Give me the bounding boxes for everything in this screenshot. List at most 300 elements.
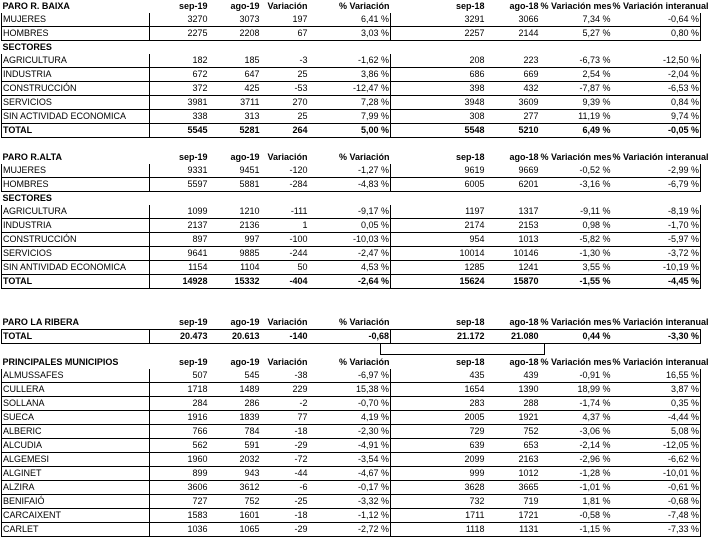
value-cell: 4,37 % <box>540 411 612 425</box>
value-cell: -5,97 % <box>612 233 701 247</box>
column-header: sep-19 <box>178 357 208 367</box>
value-cell: -18 <box>261 425 309 439</box>
table-row <box>2 54 701 68</box>
value-cell: -4,45 % <box>612 275 701 289</box>
value-cell: 5,00 % <box>309 124 391 138</box>
table-row <box>2 383 701 397</box>
row-label: ALGEMESI <box>2 453 150 467</box>
value-cell: 2163 <box>486 453 540 467</box>
value-cell: 1013 <box>486 233 540 247</box>
value-cell: -5,82 % <box>540 233 612 247</box>
table-row <box>2 164 701 178</box>
value-cell: -9,17 % <box>309 205 391 219</box>
table-row <box>2 178 701 192</box>
column-header: ago-19 <box>230 152 260 162</box>
row-label: SOLLANA <box>2 397 150 411</box>
value-cell: -100 <box>261 233 309 247</box>
value-cell: -2,72 % <box>309 523 391 537</box>
value-cell: 1210 <box>209 205 261 219</box>
value-cell: -0,61 % <box>612 481 701 495</box>
value-cell: 197 <box>261 13 309 27</box>
value-cell: -2,99 % <box>612 164 701 178</box>
value-cell: 1921 <box>486 411 540 425</box>
value-cell: 954 <box>391 233 486 247</box>
value-cell: 3948 <box>391 96 486 110</box>
total-row <box>2 124 701 138</box>
value-cell: 5210 <box>486 124 540 138</box>
value-cell: 11,19 % <box>540 110 612 124</box>
column-header: Variación <box>267 357 308 367</box>
value-cell: 16,55 % <box>612 369 701 383</box>
value-cell: 3981 <box>150 96 209 110</box>
total-row <box>2 330 701 344</box>
value-cell: 15870 <box>486 275 540 289</box>
value-cell: -38 <box>261 369 309 383</box>
value-cell: -3,32 % <box>309 495 391 509</box>
value-cell: 432 <box>486 82 540 96</box>
table-row <box>2 13 701 27</box>
value-cell: 507 <box>150 369 209 383</box>
row-label: HOMBRES <box>2 27 150 41</box>
value-cell: 5,27 % <box>540 27 612 41</box>
value-cell: 283 <box>391 397 486 411</box>
value-cell: -0,64 % <box>612 13 701 27</box>
value-cell: 3073 <box>209 13 261 27</box>
value-cell: -0,68 % <box>612 495 701 509</box>
value-cell: 435 <box>391 369 486 383</box>
value-cell: 20.473 <box>150 330 209 344</box>
value-cell: -111 <box>261 205 309 219</box>
value-cell: -1,55 % <box>540 275 612 289</box>
column-header: sep-18 <box>455 1 485 11</box>
header-row <box>2 0 701 13</box>
value-cell: 208 <box>391 54 486 68</box>
value-cell: -0,58 % <box>540 509 612 523</box>
value-cell: -1,70 % <box>612 219 701 233</box>
column-header: % Variación interanual <box>612 1 709 11</box>
value-cell: 3,55 % <box>540 261 612 275</box>
value-cell: 1154 <box>150 261 209 275</box>
value-cell: -8,19 % <box>612 205 701 219</box>
value-cell: 1,81 % <box>540 495 612 509</box>
value-cell: 5881 <box>209 178 261 192</box>
value-cell: -2,96 % <box>540 453 612 467</box>
value-cell: 0,05 % <box>309 219 391 233</box>
header-row <box>2 151 701 164</box>
sectores-row <box>2 41 701 55</box>
value-cell: 372 <box>150 82 209 96</box>
value-cell: 727 <box>150 495 209 509</box>
value-cell: 7,34 % <box>540 13 612 27</box>
column-header: ago-19 <box>230 317 260 327</box>
value-cell: -2,47 % <box>309 247 391 261</box>
value-cell: 2257 <box>391 27 486 41</box>
column-header: ago-18 <box>509 317 539 327</box>
row-label: INDUSTRIA <box>2 68 150 82</box>
table-row <box>2 369 701 383</box>
row-label: ALMUSSAFES <box>2 369 150 383</box>
value-cell: 3612 <box>209 481 261 495</box>
value-cell: -4,91 % <box>309 439 391 453</box>
table-paro-baixa <box>1 0 709 138</box>
value-cell: 9619 <box>391 164 486 178</box>
value-cell: -2,64 % <box>309 275 391 289</box>
value-cell: 653 <box>486 439 540 453</box>
table-row <box>2 523 701 537</box>
value-cell: 18,99 % <box>540 383 612 397</box>
value-cell: 1118 <box>391 523 486 537</box>
value-cell: 229 <box>261 383 309 397</box>
value-cell: 5597 <box>150 178 209 192</box>
value-cell: 9,39 % <box>540 96 612 110</box>
row-label: TOTAL <box>2 275 150 289</box>
value-cell: 2275 <box>150 27 209 41</box>
value-cell: 10146 <box>486 247 540 261</box>
value-cell: 2144 <box>486 27 540 41</box>
value-cell: 997 <box>209 233 261 247</box>
value-cell: 1036 <box>150 523 209 537</box>
value-cell: 1 <box>261 219 309 233</box>
row-label: CONSTRUCCIÓN <box>2 82 150 96</box>
row-label: ALCUDIA <box>2 439 150 453</box>
row-label: CULLERA <box>2 383 150 397</box>
value-cell: -1,15 % <box>540 523 612 537</box>
value-cell: -6 <box>261 481 309 495</box>
value-cell: 3291 <box>391 13 486 27</box>
value-cell: -6,53 % <box>612 82 701 96</box>
value-cell: 1099 <box>150 205 209 219</box>
value-cell: 21.172 <box>391 330 486 344</box>
value-cell: 6005 <box>391 178 486 192</box>
value-cell: 3606 <box>150 481 209 495</box>
value-cell: 270 <box>261 96 309 110</box>
value-cell: 2137 <box>150 219 209 233</box>
value-cell: 1317 <box>486 205 540 219</box>
value-cell: -10,01 % <box>612 467 701 481</box>
value-cell: 2,54 % <box>540 68 612 82</box>
value-cell: 6201 <box>486 178 540 192</box>
value-cell: 686 <box>391 68 486 82</box>
value-cell: 67 <box>261 27 309 41</box>
value-cell: 25 <box>261 110 309 124</box>
table-row <box>2 425 701 439</box>
value-cell: -72 <box>261 453 309 467</box>
value-cell: 3066 <box>486 13 540 27</box>
value-cell: 0,44 % <box>540 330 612 344</box>
value-cell: 784 <box>209 425 261 439</box>
value-cell: 1131 <box>486 523 540 537</box>
row-label: SERVICIOS <box>2 247 150 261</box>
value-cell: 2153 <box>486 219 540 233</box>
total-row <box>2 275 701 289</box>
table-row <box>2 27 701 41</box>
value-cell: 5,08 % <box>612 425 701 439</box>
sectores-label: SECTORES <box>2 193 52 203</box>
row-label: AGRICULTURA <box>2 54 150 68</box>
column-header: ago-19 <box>230 357 260 367</box>
table-row <box>2 82 701 96</box>
table-municipios <box>1 356 709 537</box>
value-cell: 1012 <box>486 467 540 481</box>
value-cell: 1197 <box>391 205 486 219</box>
value-cell: 15332 <box>209 275 261 289</box>
value-cell: -4,67 % <box>309 467 391 481</box>
value-cell: -7,48 % <box>612 509 701 523</box>
column-header: % Variación <box>338 317 390 327</box>
value-cell: 1285 <box>391 261 486 275</box>
value-cell: -2,30 % <box>309 425 391 439</box>
column-header: sep-18 <box>455 357 485 367</box>
value-cell: -29 <box>261 523 309 537</box>
value-cell: 0,80 % <box>612 27 701 41</box>
table-row <box>2 110 701 124</box>
value-cell: 15,38 % <box>309 383 391 397</box>
value-cell: 545 <box>209 369 261 383</box>
value-cell: 1104 <box>209 261 261 275</box>
value-cell: 752 <box>486 425 540 439</box>
value-cell: -0,91 % <box>540 369 612 383</box>
value-cell: -9,11 % <box>540 205 612 219</box>
value-cell: -6,79 % <box>612 178 701 192</box>
table-paro-alta <box>1 151 709 289</box>
section-title: PRINCIPALES MUNICIPIOS <box>2 357 119 367</box>
section-title: PARO LA RIBERA <box>2 317 79 327</box>
value-cell: 729 <box>391 425 486 439</box>
value-cell: 2174 <box>391 219 486 233</box>
value-cell: -2,04 % <box>612 68 701 82</box>
column-header: % Variación interanual <box>612 317 709 327</box>
value-cell: -1,27 % <box>309 164 391 178</box>
value-cell: -1,62 % <box>309 54 391 68</box>
value-cell: -25 <box>261 495 309 509</box>
row-label: BENIFAIÓ <box>2 495 150 509</box>
section-title: PARO R.ALTA <box>2 152 62 162</box>
column-header: % Variación mes <box>540 357 612 367</box>
value-cell: 999 <box>391 467 486 481</box>
column-header: sep-19 <box>178 152 208 162</box>
value-cell: -3,72 % <box>612 247 701 261</box>
value-cell: 5281 <box>209 124 261 138</box>
column-header: sep-19 <box>178 1 208 11</box>
value-cell: 1654 <box>391 383 486 397</box>
value-cell: 591 <box>209 439 261 453</box>
value-cell: 1916 <box>150 411 209 425</box>
value-cell: -0,68 <box>309 330 391 344</box>
table-row <box>2 411 701 425</box>
value-cell: -2 <box>261 397 309 411</box>
value-cell: 4,19 % <box>309 411 391 425</box>
value-cell: 1718 <box>150 383 209 397</box>
row-label: HOMBRES <box>2 178 150 192</box>
value-cell: 752 <box>209 495 261 509</box>
value-cell: -284 <box>261 178 309 192</box>
sectores-label: SECTORES <box>2 42 52 52</box>
row-label: SERVICIOS <box>2 96 150 110</box>
value-cell: -3,16 % <box>540 178 612 192</box>
value-cell: 338 <box>150 110 209 124</box>
value-cell: 3628 <box>391 481 486 495</box>
value-cell: 21.080 <box>486 330 540 344</box>
table-paro-ribera <box>1 316 709 344</box>
value-cell: 264 <box>261 124 309 138</box>
value-cell: -4,44 % <box>612 411 701 425</box>
value-cell: 286 <box>209 397 261 411</box>
value-cell: 50 <box>261 261 309 275</box>
value-cell: 3711 <box>209 96 261 110</box>
table-row <box>2 261 701 275</box>
value-cell: 669 <box>486 68 540 82</box>
sectores-row <box>2 192 701 206</box>
value-cell: 2005 <box>391 411 486 425</box>
value-cell: 1721 <box>486 509 540 523</box>
value-cell: 897 <box>150 233 209 247</box>
value-cell: 1065 <box>209 523 261 537</box>
section-title: PARO R. BAIXA <box>2 1 70 11</box>
value-cell: -3,06 % <box>540 425 612 439</box>
value-cell: -2,14 % <box>540 439 612 453</box>
value-cell: -1,12 % <box>309 509 391 523</box>
value-cell: 1241 <box>486 261 540 275</box>
table-row <box>2 495 701 509</box>
column-header: sep-18 <box>455 152 485 162</box>
value-cell: 1390 <box>486 383 540 397</box>
value-cell: 3,86 % <box>309 68 391 82</box>
row-label: ALBERIC <box>2 425 150 439</box>
value-cell: -12,50 % <box>612 54 701 68</box>
value-cell: 2099 <box>391 453 486 467</box>
value-cell: 398 <box>391 82 486 96</box>
value-cell: 3270 <box>150 13 209 27</box>
value-cell: 14928 <box>150 275 209 289</box>
column-header: Variación <box>267 317 308 327</box>
value-cell: 1960 <box>150 453 209 467</box>
value-cell: 288 <box>486 397 540 411</box>
value-cell: 4,53 % <box>309 261 391 275</box>
value-cell: 943 <box>209 467 261 481</box>
value-cell: 6,49 % <box>540 124 612 138</box>
value-cell: 182 <box>150 54 209 68</box>
value-cell: 2032 <box>209 453 261 467</box>
value-cell: 15624 <box>391 275 486 289</box>
value-cell: 439 <box>486 369 540 383</box>
value-cell: 277 <box>486 110 540 124</box>
row-label: TOTAL <box>2 124 150 138</box>
value-cell: -0,05 % <box>612 124 701 138</box>
value-cell: -12,47 % <box>309 82 391 96</box>
value-cell: 3,03 % <box>309 27 391 41</box>
column-header: ago-19 <box>230 1 260 11</box>
value-cell: 6,41 % <box>309 13 391 27</box>
column-header: % Variación mes <box>540 317 612 327</box>
value-cell: -6,62 % <box>612 453 701 467</box>
value-cell: -12,05 % <box>612 439 701 453</box>
value-cell: -1,30 % <box>540 247 612 261</box>
value-cell: 313 <box>209 110 261 124</box>
value-cell: -1,28 % <box>540 467 612 481</box>
value-cell: 2208 <box>209 27 261 41</box>
column-header: % Variación mes <box>540 152 612 162</box>
value-cell: -53 <box>261 82 309 96</box>
value-cell: -44 <box>261 467 309 481</box>
value-cell: -0,52 % <box>540 164 612 178</box>
value-cell: -3,30 % <box>612 330 701 344</box>
column-header: ago-18 <box>509 1 539 11</box>
table-row <box>2 509 701 523</box>
value-cell: 672 <box>150 68 209 82</box>
value-cell: 3665 <box>486 481 540 495</box>
value-cell: -0,70 % <box>309 397 391 411</box>
column-header: % Variación <box>338 1 390 11</box>
column-header: Variación <box>267 1 308 11</box>
column-header: sep-18 <box>455 317 485 327</box>
value-cell: 9331 <box>150 164 209 178</box>
value-cell: 9641 <box>150 247 209 261</box>
value-cell: 284 <box>150 397 209 411</box>
row-label: AGRICULTURA <box>2 205 150 219</box>
value-cell: 308 <box>391 110 486 124</box>
table-row <box>2 219 701 233</box>
value-cell: 2136 <box>209 219 261 233</box>
value-cell: -29 <box>261 439 309 453</box>
value-cell: 20.613 <box>209 330 261 344</box>
value-cell: 562 <box>150 439 209 453</box>
value-cell: -7,87 % <box>540 82 612 96</box>
table-row <box>2 233 701 247</box>
table-row <box>2 439 701 453</box>
column-header: % Variación <box>338 357 390 367</box>
row-label: ALZIRA <box>2 481 150 495</box>
column-header: % Variación interanual <box>612 357 709 367</box>
value-cell: 732 <box>391 495 486 509</box>
value-cell: -3 <box>261 54 309 68</box>
value-cell: -4,83 % <box>309 178 391 192</box>
row-label: ALGINET <box>2 467 150 481</box>
value-cell: 0,98 % <box>540 219 612 233</box>
table-row <box>2 205 701 219</box>
value-cell: 899 <box>150 467 209 481</box>
value-cell: -6,97 % <box>309 369 391 383</box>
value-cell: 639 <box>391 439 486 453</box>
table-row <box>2 397 701 411</box>
value-cell: -7,33 % <box>612 523 701 537</box>
value-cell: 3,87 % <box>612 383 701 397</box>
table-row <box>2 68 701 82</box>
empty-cell-box <box>380 344 545 355</box>
header-row <box>2 356 701 369</box>
row-label: INDUSTRIA <box>2 219 150 233</box>
value-cell: 1839 <box>209 411 261 425</box>
value-cell: -6,73 % <box>540 54 612 68</box>
value-cell: 647 <box>209 68 261 82</box>
value-cell: 9,74 % <box>612 110 701 124</box>
value-cell: -244 <box>261 247 309 261</box>
value-cell: -1,01 % <box>540 481 612 495</box>
value-cell: 7,99 % <box>309 110 391 124</box>
value-cell: 7,28 % <box>309 96 391 110</box>
value-cell: 9669 <box>486 164 540 178</box>
row-label: CARLET <box>2 523 150 537</box>
value-cell: 766 <box>150 425 209 439</box>
column-header: ago-18 <box>509 152 539 162</box>
value-cell: 1711 <box>391 509 486 523</box>
row-label: SUECA <box>2 411 150 425</box>
row-label: CARCAIXENT <box>2 509 150 523</box>
column-header: % Variación <box>338 152 390 162</box>
value-cell: 3609 <box>486 96 540 110</box>
row-label: MUJERES <box>2 13 150 27</box>
value-cell: -0,17 % <box>309 481 391 495</box>
value-cell: 223 <box>486 54 540 68</box>
